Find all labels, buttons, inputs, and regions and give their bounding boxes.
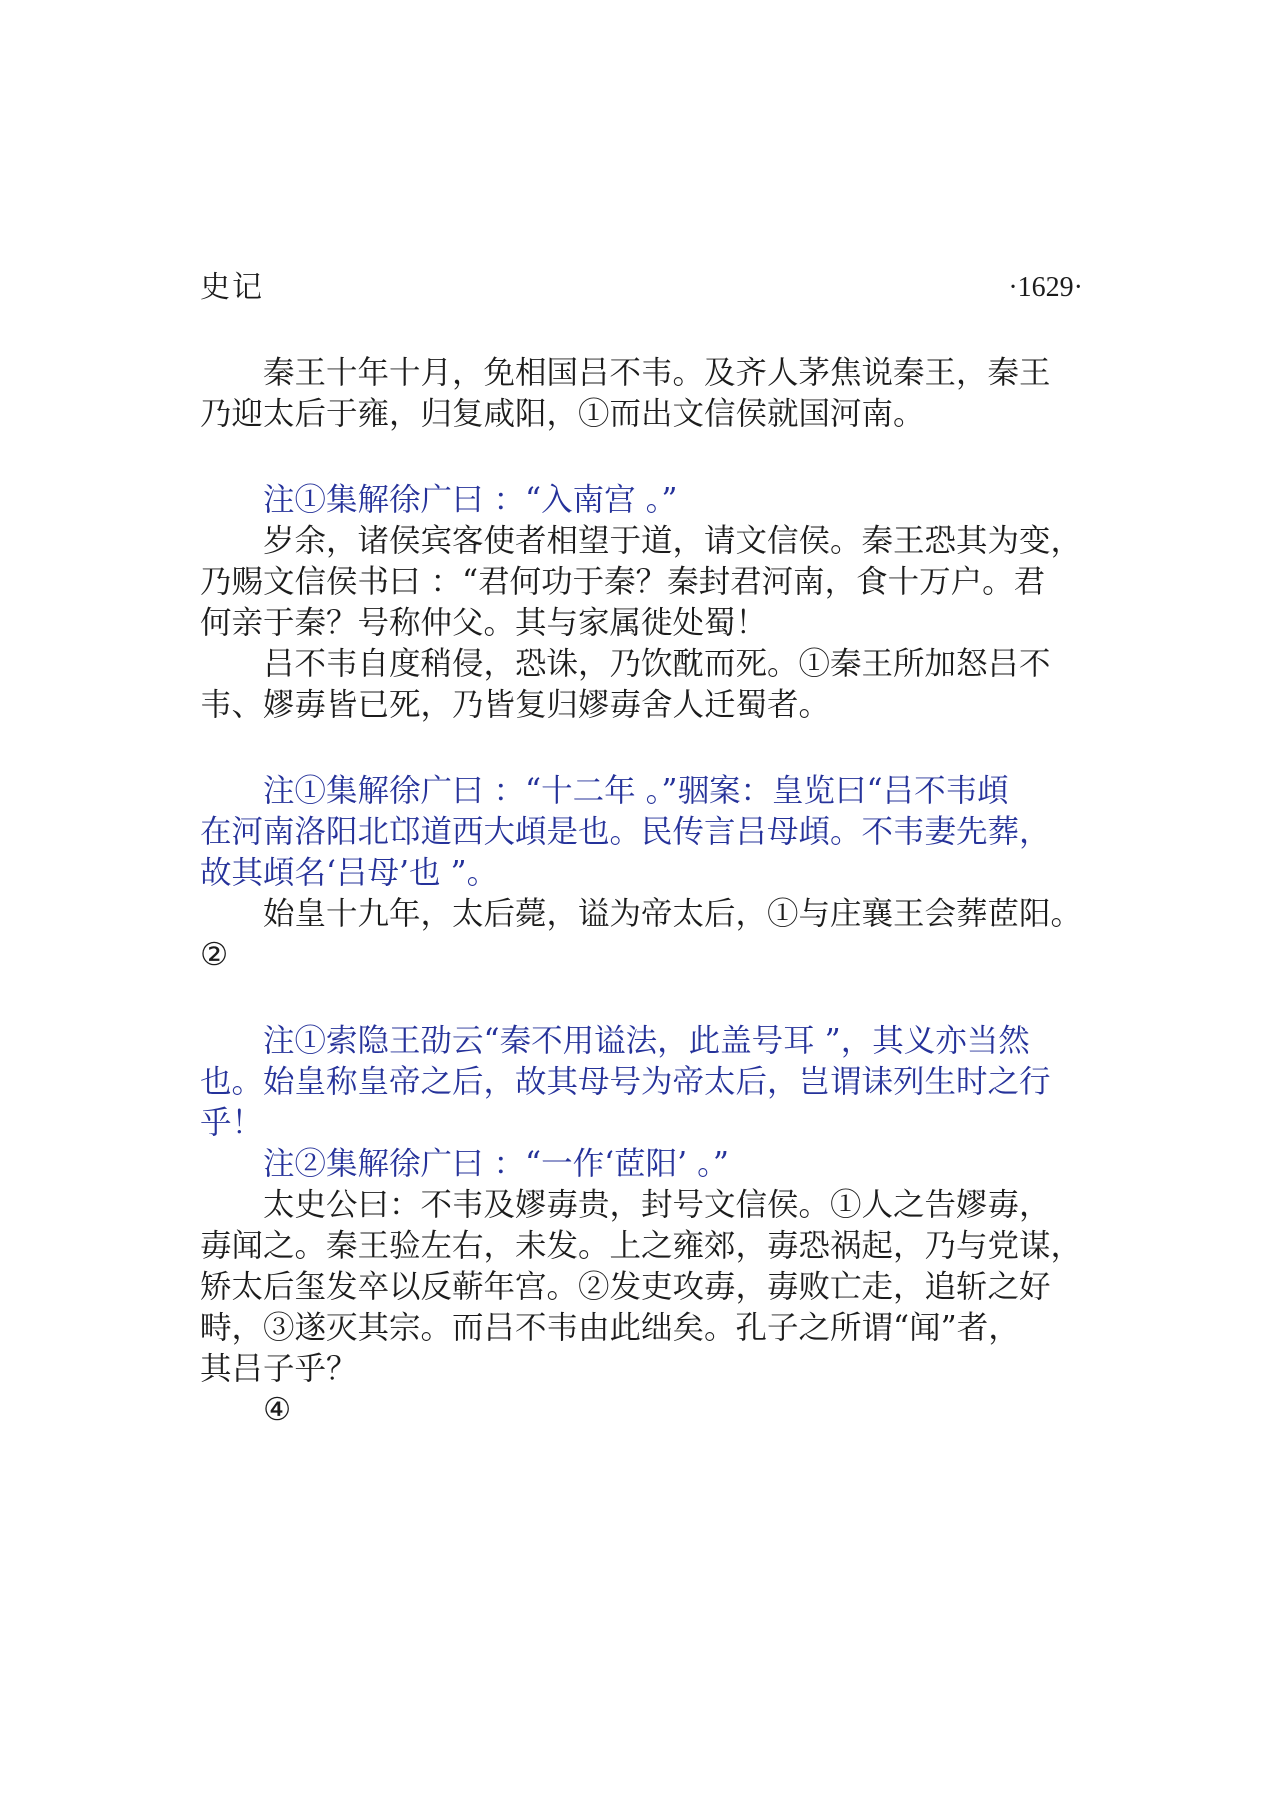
note-line: 故其頉名‘吕母’也 ”。 xyxy=(200,855,499,891)
annotation-note xyxy=(200,480,1100,521)
text-line: 矫太后玺发卒以反蕲年宫。②发吏攻毐，毐败亡走，追斩之好 xyxy=(200,1269,1051,1305)
text-line: 韦、嫪毐皆已死，乃皆复归嫪毐舍人迁蜀者。 xyxy=(200,687,831,723)
text-line: 太史公曰：不韦及嫪毐贵，封号文信侯。①人之告嫪毐， xyxy=(263,1187,1051,1223)
note-line: 注①索隐王劭云“秦不用谥法，此盖号耳 ”，其义亦当然 xyxy=(263,1023,1030,1059)
note-line: 注①集解徐广曰 ：“十二年 。”骃案：皇览曰“吕不韦頉 xyxy=(263,773,1009,809)
page-number: ·1629· xyxy=(1008,272,1083,303)
page-body xyxy=(200,353,1100,1431)
main-paragraph xyxy=(200,521,1100,644)
text-line: 秦王十年十月，免相国吕不韦。及齐人茅焦说秦王，秦王 xyxy=(263,355,1051,391)
book-title: 史记 xyxy=(200,270,264,305)
note-line: 注②集解徐广曰 ：“一作‘茝阳’ 。” xyxy=(263,1146,730,1182)
text-line: 何亲于秦？号称仲父。其与家属徙处蜀！ xyxy=(200,605,768,641)
text-line: 始皇十九年，太后薨，谥为帝太后，①与庄襄王会葬茝阳。 xyxy=(263,896,1083,932)
text-line: 畤，③遂灭其宗。而吕不韦由此绌矣。孔子之所谓“闻”者， xyxy=(200,1310,1020,1346)
text-line: 乃迎太后于雍，归复咸阳，①而出文信侯就国河南。 xyxy=(200,396,925,432)
annotation-note xyxy=(200,771,1100,894)
main-paragraph xyxy=(200,353,1100,435)
main-paragraph xyxy=(200,1390,1100,1431)
text-line: 其吕子乎？ xyxy=(200,1351,358,1387)
main-paragraph xyxy=(200,644,1100,726)
main-paragraph xyxy=(200,894,1100,976)
note-line: 乎！ xyxy=(200,1105,264,1141)
note-line: 也。始皇称皇帝之后，故其母号为帝太后，岂谓诔列生时之行 xyxy=(200,1064,1051,1100)
main-paragraph xyxy=(200,1185,1100,1390)
footnote-marker: ④ xyxy=(263,1392,292,1428)
note-line: 在河南洛阳北邙道西大頉是也。民传言吕母頉。不韦妻先葬， xyxy=(200,814,1051,850)
annotation-note xyxy=(200,1021,1100,1144)
text-line: 吕不韦自度稍侵，恐诛，乃饮酖而死。①秦王所加怒吕不 xyxy=(263,646,1051,682)
text-line: ② xyxy=(200,937,229,973)
text-line: 毐闻之。秦王验左右，未发。上之雍郊，毐恐祸起，乃与党谋， xyxy=(200,1228,1083,1264)
text-line: 乃赐文信侯书曰 ：“君何功于秦？秦封君河南，食十万户。君 xyxy=(200,564,1046,600)
running-header xyxy=(200,268,1083,308)
text-line: 岁余，诸侯宾客使者相望于道，请文信侯。秦王恐其为变， xyxy=(263,523,1083,559)
annotation-note xyxy=(200,1144,1100,1185)
note-line: 注①集解徐广曰 ：“入南宫 。” xyxy=(263,482,678,518)
